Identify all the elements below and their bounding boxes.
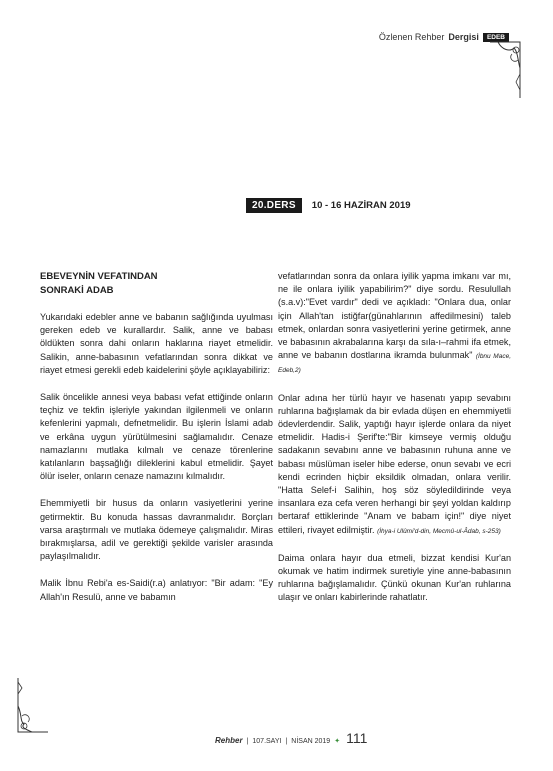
citation: (İbnu Mace, Edeb,2) <box>278 353 512 375</box>
paragraph <box>278 392 511 538</box>
magazine-name-bold: Dergisi <box>448 32 479 42</box>
paragraph: Ehemmiyetli bir husus da onların vasiyetlerini yerine getirmektir. Bu konuda hassas davranmalıdır. Borçları varsa araştırmalı ve mutlaka ödemeye çalışmalıdır. Miras bırakmışlarsa, adil ve gerektiği şekilde varisler arasında paylaşılmalıdır. <box>40 498 273 562</box>
lesson-badge: 20.DERS <box>246 198 302 213</box>
footer-separator: | <box>246 738 249 745</box>
section-title-line-1: EBEVEYNİN VEFATINDAN <box>40 271 158 282</box>
paragraph-text: Onlar adına her türlü hayır ve hasenatı yapıp sevabını ruhlarına bağışlamak da bir evlada düşen en ehemmiyetli ödevlerdendir. Salik, yaptığı hayır işlerde onlara da niyet etmelidir. Hadis-i Şerif'te:"Bir kimseye vermiş olduğu sadakanın sevabını anne ve babasının ruhuna anne ve babası müslüman iseler hibe ederse, onun sevabı ve ecri kendi ecrinden hiçbir eksildik olmadan, onlara verilir. "Hatta Selef-i Salihin, hoş söz söyledildirinde veya insanlara eza cefa veren herhangi bir şeyi yoldan kaldırıp bertaraf ettiklerinde "Anam ve babam için!" diye niyet ettileri, rivayet edilmiştir. <box>278 392 511 535</box>
section-title <box>40 270 273 297</box>
page-footer <box>215 730 367 746</box>
paragraph-text: vefatlarından sonra da onlara iyilik yapma imkanı var mı, ne ile onlara iyilik yapabilirim?" diye sordu. Resulullah (s.a.v):"Evet vardır" dedi ve açıkladı: "Onlara dua, onlar için Allah'tan istiğfar(günahlarının affedilmesini) taleb etmek, onlardan sonra vasiyetlerini yerine getirmek, anne ve babasının akrabalarına karşı da sıla-ı–rahmi ifa etmek, anne ve babanın dostlarına ikramda bulunmak" <box>278 271 511 361</box>
corner-ornament-top-right-icon <box>488 38 524 104</box>
page-number: 111 <box>346 730 368 746</box>
citation: (İhya-i Ulûmi'd-din, Mecmû-ul-Âdab, s-253) <box>377 527 501 535</box>
paragraph: Daima onlara hayır dua etmeli, bizzat kendisi Kur'an okumak ve hatim indirmek suretiyle yine anne-babasının ruhlarına bağışlamalıdır. Çünkü okunan Kur'an ruhlarına ulaşır ve onları kabirlerinde rahatlatır. <box>278 552 511 603</box>
lesson-header <box>246 198 411 213</box>
star-icon: ✦ <box>334 738 341 745</box>
magazine-name-light: Özlenen Rehber <box>378 32 445 42</box>
paragraph <box>278 270 511 378</box>
left-column <box>40 270 273 618</box>
section-tag: EDEB <box>483 33 509 42</box>
paragraph: Malik İbnu Rebi'a es-Saidi(r.a) anlatıyor: "Bir adam: "Ey Allah'ın Resulü, anne ve babamın <box>40 578 273 602</box>
paragraph: Salik öncelikle annesi veya babası vefat ettiğinde onların teçhiz ve tekfin işleriyle yakından ilgilenmeli ve onların kefenlerini yapmalı, defnetmelidir. Bu işlerin İslami adab ve erkâna uygun yürütülmesini sağlamalıdır. Cenaze namazlarını mutlaka kılmalı ve cenaze törenlerine katılanların başsağlığı dileklerini kabul etmelidir. Şayet ölür iseler, onların cenaze namazını kılmalıdır. <box>40 392 273 482</box>
footer-date: NİSAN 2019 <box>291 738 331 745</box>
corner-ornament-bottom-left-icon <box>14 676 50 736</box>
footer-issue: 107.SAYI <box>252 738 282 745</box>
right-column <box>278 270 511 619</box>
footer-separator: | <box>285 738 288 745</box>
paragraph: Yukarıdaki edebler anne ve babanın sağlığında uyulması gereken edeb ve kurallardır. Salik, anne ve babası öldükten sonra dahi onların haklarına riayet etmelidir. Salikin, anne-babasının vefatlarından sonra dikkat ve riayet etmesi gerekli edeb kaidelerini şöyle açıklayabiliriz: <box>40 312 273 375</box>
lesson-date: 10 - 16 HAZİRAN 2019 <box>311 200 411 211</box>
footer-brand: Rehber <box>215 736 243 745</box>
section-title-line-2: SONRAKİ ADAB <box>40 284 114 296</box>
